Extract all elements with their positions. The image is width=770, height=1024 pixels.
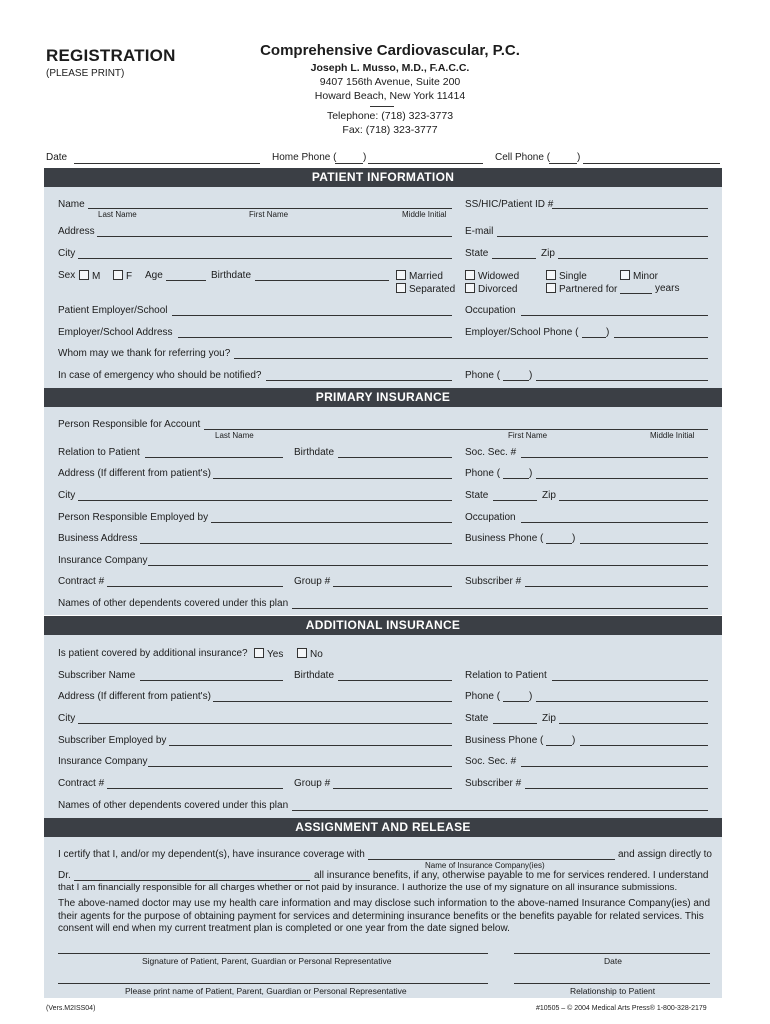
emergency-contact-label: In case of emergency who should be notified? <box>58 370 262 381</box>
partnered-option[interactable]: Partnered for <box>546 283 617 295</box>
occupation-field[interactable] <box>521 522 708 523</box>
group-field[interactable] <box>333 788 452 789</box>
header-divider <box>370 106 394 107</box>
city-field[interactable] <box>78 723 452 724</box>
zip-label: Zip <box>541 248 555 259</box>
middle-initial-caption: Middle Initial <box>402 210 447 219</box>
sex-label: Sex <box>58 270 76 281</box>
group-label: Group # <box>294 576 331 587</box>
practice-address-line2: Howard Beach, New York 11414 <box>314 90 466 102</box>
zip-label: Zip <box>542 490 556 501</box>
business-phone-label: Business Phone ( <box>465 533 544 544</box>
employer-phone-label: Employer/School Phone ( <box>465 327 579 338</box>
date-field[interactable] <box>74 163 260 164</box>
occupation-label: Occupation <box>465 305 516 316</box>
state-field[interactable] <box>492 258 536 259</box>
city-field[interactable] <box>78 500 452 501</box>
employed-by-label: Person Responsible Employed by <box>58 512 209 523</box>
checkbox-icon[interactable] <box>396 283 406 293</box>
birthdate-label: Birthdate <box>294 670 335 681</box>
doctor-name-field[interactable] <box>74 880 310 881</box>
last-name-caption: Last Name <box>98 210 137 219</box>
sex-female-option[interactable]: F <box>113 270 132 282</box>
city-field[interactable] <box>78 258 452 259</box>
yes-option[interactable]: Yes <box>254 648 283 660</box>
phone-field[interactable] <box>536 701 708 702</box>
assignment-release-heading: ASSIGNMENT AND RELEASE <box>44 818 722 837</box>
zip-field[interactable] <box>559 500 708 501</box>
employer-address-label: Employer/School Address <box>58 327 173 338</box>
soc-sec-field[interactable] <box>521 457 708 458</box>
doctor-name: Joseph L. Musso, M.D., F.A.C.C. <box>310 62 470 74</box>
single-option[interactable]: Single <box>546 270 587 282</box>
ss-id-field[interactable] <box>552 208 708 209</box>
subscriber-field[interactable] <box>525 586 708 587</box>
relationship-caption: Relationship to Patient <box>570 986 656 996</box>
employer-label: Patient Employer/School <box>58 305 168 316</box>
contract-label: Contract # <box>58 576 105 587</box>
relation-label: Relation to Patient <box>465 670 547 681</box>
phone-paren: ) <box>529 468 533 479</box>
primary-insurance-heading: PRIMARY INSURANCE <box>44 388 722 407</box>
married-option[interactable]: Married <box>396 270 443 282</box>
date-label: Date <box>46 152 68 163</box>
checkbox-icon[interactable] <box>620 270 630 280</box>
insurance-company-names-caption: Name of Insurance Company(ies) <box>425 861 545 870</box>
checkbox-icon[interactable] <box>546 270 556 280</box>
insurance-company-field[interactable] <box>148 565 708 566</box>
age-label: Age <box>145 270 163 281</box>
sex-male-option[interactable]: M <box>79 270 100 282</box>
benefits-text: all insurance benefits, if any, otherwise payable to me for services rendered. I understand <box>314 870 709 881</box>
subscriber-label: Subscriber # <box>465 778 522 789</box>
insurance-company-field[interactable] <box>148 766 452 767</box>
city-label: City <box>58 713 76 724</box>
birthdate-label: Birthdate <box>211 270 252 281</box>
practice-telephone: Telephone: (718) 323-3773 <box>326 110 454 122</box>
date-caption: Date <box>604 956 622 966</box>
checkbox-icon[interactable] <box>465 283 475 293</box>
employer-field[interactable] <box>172 315 452 316</box>
insurance-company-label: Insurance Company <box>58 555 148 566</box>
address-field[interactable] <box>213 478 452 479</box>
additional-insurance-heading: ADDITIONAL INSURANCE <box>44 616 722 635</box>
separated-option[interactable]: Separated <box>396 283 455 295</box>
cell-phone-area-code[interactable] <box>549 163 577 164</box>
phone-label: Phone ( <box>465 468 501 479</box>
email-field[interactable] <box>497 236 708 237</box>
first-name-caption: First Name <box>508 431 548 440</box>
checkbox-icon[interactable] <box>546 283 556 293</box>
checkbox-icon[interactable] <box>297 648 307 658</box>
printed-name-caption: Please print name of Patient, Parent, Guardian or Personal Representative <box>125 986 407 996</box>
business-phone-label: Business Phone ( <box>465 735 544 746</box>
name-label: Name <box>58 199 85 210</box>
contract-label: Contract # <box>58 778 105 789</box>
group-field[interactable] <box>333 586 452 587</box>
certify-text: I certify that I, and/or my dependent(s), have insurance coverage with <box>58 849 365 860</box>
birthdate-label: Birthdate <box>294 447 335 458</box>
responsible-person-field[interactable] <box>204 429 708 430</box>
additional-coverage-question: Is patient covered by additional insurance? <box>58 648 248 659</box>
printed-name-field[interactable] <box>58 983 488 984</box>
referral-label: Whom may we thank for referring you? <box>58 348 231 359</box>
home-phone-field[interactable] <box>368 163 483 164</box>
ss-id-label: SS/HIC/Patient ID # <box>465 199 554 210</box>
relation-label: Relation to Patient <box>58 447 140 458</box>
zip-field[interactable] <box>559 723 708 724</box>
no-option[interactable]: No <box>297 648 323 660</box>
contract-field[interactable] <box>107 586 283 587</box>
emergency-phone-paren: ) <box>529 370 533 381</box>
last-name-caption: Last Name <box>215 431 254 440</box>
business-phone-area-code[interactable] <box>546 745 572 746</box>
zip-label: Zip <box>542 713 556 724</box>
years-label: years <box>655 283 680 294</box>
referral-field[interactable] <box>234 358 708 359</box>
insurance-company-names-field[interactable] <box>368 859 615 860</box>
phone-paren: ) <box>529 691 533 702</box>
city-label: City <box>58 490 76 501</box>
emergency-phone-label: Phone ( <box>465 370 501 381</box>
employer-phone-area-code[interactable] <box>582 337 606 338</box>
birthdate-field[interactable] <box>255 280 389 281</box>
state-label: State <box>465 490 489 501</box>
relationship-field[interactable] <box>514 983 710 984</box>
form-title: REGISTRATION <box>46 46 176 65</box>
home-phone-paren: ) <box>363 152 367 163</box>
checkbox-icon[interactable] <box>79 270 89 280</box>
assign-directly-text: and assign directly to <box>618 849 712 860</box>
relation-field[interactable] <box>552 680 708 681</box>
phone-field[interactable] <box>536 478 708 479</box>
signature-caption: Signature of Patient, Parent, Guardian or Personal Representative <box>142 956 392 966</box>
employer-address-field[interactable] <box>178 337 452 338</box>
emergency-phone-field[interactable] <box>536 380 708 381</box>
cell-phone-paren: ) <box>577 152 581 163</box>
practice-name: Comprehensive Cardiovascular, P.C. <box>260 42 520 59</box>
employed-by-label: Subscriber Employed by <box>58 735 167 746</box>
checkbox-icon[interactable] <box>396 270 406 280</box>
doctor-prefix: Dr. <box>58 870 71 881</box>
partnered-years-field[interactable] <box>620 293 652 294</box>
state-field[interactable] <box>493 500 537 501</box>
patient-information-heading: PATIENT INFORMATION <box>44 168 722 187</box>
signature-date-field[interactable] <box>514 953 710 954</box>
address-field[interactable] <box>213 701 452 702</box>
business-address-field[interactable] <box>140 543 452 544</box>
soc-sec-label: Soc. Sec. # <box>465 756 517 767</box>
minor-option[interactable]: Minor <box>620 270 658 282</box>
form-copyright: #10505 – © 2004 Medical Arts Press® 1-800-328-2179 <box>536 1005 707 1012</box>
zip-field[interactable] <box>558 258 708 259</box>
cell-phone-label: Cell Phone ( <box>495 152 551 163</box>
form-subtitle: (PLEASE PRINT) <box>46 68 125 79</box>
subscriber-field[interactable] <box>525 788 708 789</box>
birthdate-field[interactable] <box>338 680 452 681</box>
financial-responsibility-text: that I am financially responsible for all charges whether or not paid by insurance. I authorize the use of my signature on all insurance submissions. <box>58 882 678 893</box>
contract-field[interactable] <box>107 788 283 789</box>
state-field[interactable] <box>493 723 537 724</box>
consent-paragraph: The above-named doctor may use my health care information and may disclose such information to the above-named Insurance Company(ies) and their agents for the purpose of obtaining payment for services and determining insurance benefits or the benefits payable for related services. This consent will end when my current treatment plan is completed or one year from the date signed below. <box>58 898 711 934</box>
address-label: Address (If different from patient's) <box>58 691 211 702</box>
home-phone-label: Home Phone ( <box>272 152 337 163</box>
business-phone-paren: ) <box>572 735 576 746</box>
business-address-label: Business Address <box>58 533 138 544</box>
checkbox-icon[interactable] <box>113 270 123 280</box>
patient-address-field[interactable] <box>97 236 452 237</box>
occupation-field[interactable] <box>521 315 708 316</box>
city-label: City <box>58 248 76 259</box>
employer-phone-paren: ) <box>606 327 610 338</box>
emergency-phone-area-code[interactable] <box>503 380 529 381</box>
insurance-company-label: Insurance Company <box>58 756 148 767</box>
employed-by-field[interactable] <box>169 745 452 746</box>
business-phone-field[interactable] <box>580 543 708 544</box>
middle-initial-caption: Middle Initial <box>650 431 695 440</box>
patient-name-field[interactable] <box>88 208 452 209</box>
phone-label: Phone ( <box>465 691 501 702</box>
cell-phone-field[interactable] <box>583 163 720 164</box>
business-phone-field[interactable] <box>580 745 708 746</box>
checkbox-icon[interactable] <box>465 270 475 280</box>
business-phone-area-code[interactable] <box>546 543 572 544</box>
soc-sec-field[interactable] <box>521 766 708 767</box>
emergency-contact-field[interactable] <box>266 380 452 381</box>
subscriber-name-label: Subscriber Name <box>58 670 136 681</box>
state-label: State <box>465 248 489 259</box>
age-field[interactable] <box>166 280 206 281</box>
phone-area-code[interactable] <box>503 478 529 479</box>
signature-field[interactable] <box>58 953 488 954</box>
divorced-option[interactable]: Divorced <box>465 283 517 295</box>
responsible-person-label: Person Responsible for Account <box>58 419 201 430</box>
dependents-field[interactable] <box>292 810 708 811</box>
employed-by-field[interactable] <box>211 522 452 523</box>
checkbox-icon[interactable] <box>254 648 264 658</box>
group-label: Group # <box>294 778 331 789</box>
dependents-field[interactable] <box>292 608 708 609</box>
phone-area-code[interactable] <box>503 701 529 702</box>
first-name-caption: First Name <box>249 210 289 219</box>
dependents-label: Names of other dependents covered under this plan <box>58 598 289 609</box>
subscriber-name-field[interactable] <box>140 680 283 681</box>
home-phone-area-code[interactable] <box>335 163 363 164</box>
employer-phone-field[interactable] <box>614 337 708 338</box>
dependents-label: Names of other dependents covered under this plan <box>58 800 289 811</box>
birthdate-field[interactable] <box>338 457 452 458</box>
soc-sec-label: Soc. Sec. # <box>465 447 517 458</box>
business-phone-paren: ) <box>572 533 576 544</box>
email-label: E-mail <box>465 226 494 237</box>
relation-field[interactable] <box>145 457 283 458</box>
subscriber-label: Subscriber # <box>465 576 522 587</box>
form-version: (Vers.M2ISS04) <box>46 1005 96 1012</box>
practice-address-line1: 9407 156th Avenue, Suite 200 <box>319 76 461 88</box>
occupation-label: Occupation <box>465 512 516 523</box>
widowed-option[interactable]: Widowed <box>465 270 519 282</box>
address-label: Address (If different from patient's) <box>58 468 211 479</box>
state-label: State <box>465 713 489 724</box>
address-label: Address <box>58 226 95 237</box>
practice-fax: Fax: (718) 323-3777 <box>342 124 438 136</box>
